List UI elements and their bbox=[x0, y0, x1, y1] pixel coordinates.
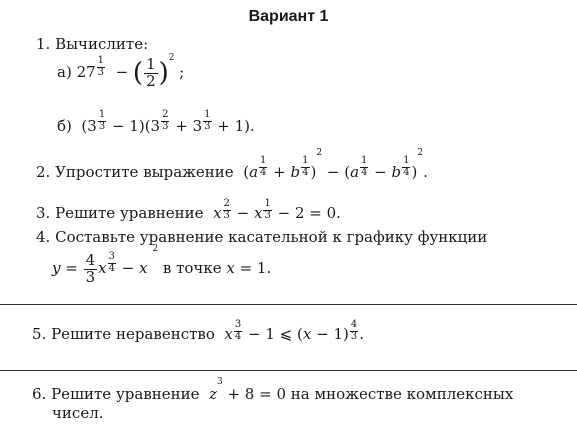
section-divider-2 bbox=[0, 370, 577, 371]
task-1a-expression: а) 27 $\frac{1}{3}$ − ( $\frac{1}{2}$ )$^2$ ; bbox=[57, 53, 185, 90]
variant-title: Вариант 1 bbox=[248, 8, 329, 25]
task-5-number: 5. bbox=[32, 325, 47, 343]
section-divider-1 bbox=[0, 304, 577, 305]
task-2: 2. Упростите выражение (a $\frac{1}{4}$ + b $\frac{1}{4}$ )$^2$ − (a $\frac{1}{4}$ − b $\frac{1}{4}$ )$^2$. bbox=[36, 148, 428, 181]
task-4-text: Составьте уравнение касательной к графику функции bbox=[55, 228, 488, 246]
task-1-header bbox=[36, 35, 148, 53]
task-2-number: 2. bbox=[36, 163, 51, 181]
task-6-text: Решите уравнение bbox=[51, 385, 200, 403]
task-5: 5. Решите неравенство x $\frac{3}{4}$ − 1 ⩽ (x − 1) $\frac{4}{3}$ . bbox=[32, 319, 364, 343]
task-6-line2: чисел. bbox=[52, 404, 104, 422]
task-4-point-text: в точке bbox=[162, 259, 222, 277]
task-1b-expression: б) (3 $\frac{1}{3}$ − 1)(3 $\frac{2}{3}$ + 3 $\frac{1}{3}$ + 1). bbox=[57, 109, 255, 135]
task-2-text: Упростите выражение bbox=[55, 163, 234, 181]
task-6-line1: 6. Решите уравнение $z^3 + 8 = 0$ на множестве комплексных bbox=[32, 377, 514, 403]
task-4-number: 4. bbox=[36, 228, 51, 246]
task-3: 3. Решите уравнение x $\frac{2}{3}$ − x $\frac{1}{3}$ − 2 = 0. bbox=[36, 198, 341, 222]
task-6-number: 6. bbox=[32, 385, 47, 403]
task-1-text: Вычислите: bbox=[55, 35, 149, 53]
task-3-text: Решите уравнение bbox=[55, 204, 204, 222]
task-6-text-tail: на множестве комплексных bbox=[290, 385, 514, 403]
task-1-number: 1. bbox=[36, 35, 51, 53]
task-4-function: y = $\frac{4}{3}$ x $\frac{3}{4}$ − x $^2$ в точке x = 1. bbox=[52, 244, 272, 286]
task-3-number: 3. bbox=[36, 204, 51, 222]
task-1b-label: б) bbox=[57, 117, 72, 135]
task-1a-label: а) bbox=[57, 63, 72, 81]
task-5-text: Решите неравенство bbox=[51, 325, 215, 343]
task-4-header bbox=[36, 228, 487, 246]
